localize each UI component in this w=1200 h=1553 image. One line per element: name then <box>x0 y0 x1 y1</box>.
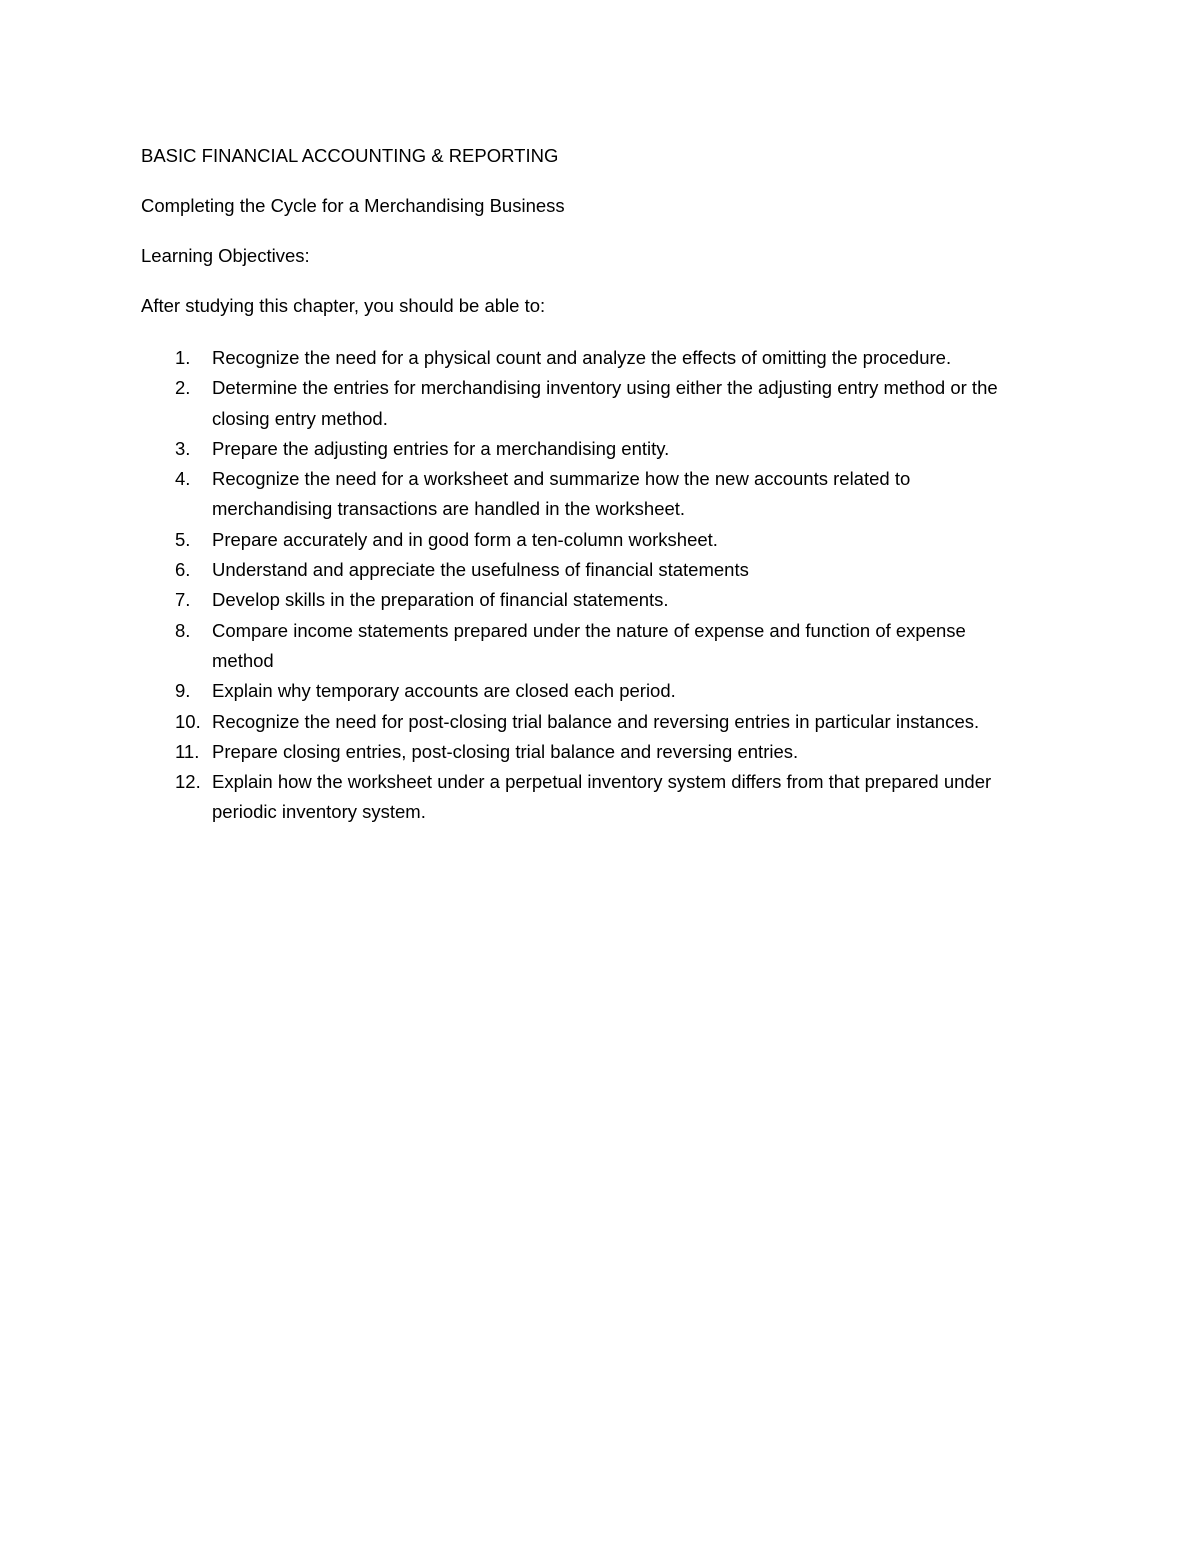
item-number: 10. <box>175 710 201 732</box>
item-text: Recognize the need for post-closing trial balance and reversing entries in particular instances. <box>212 710 980 732</box>
item-text: Develop skills in the preparation of financial statements. <box>212 589 669 611</box>
document-title: BASIC FINANCIAL ACCOUNTING & REPORTING <box>141 145 559 166</box>
list-item <box>141 616 1021 677</box>
item-text: Recognize the need for a worksheet and summarize how the new accounts related to merchandising transactions are handled in the worksheet. <box>212 468 911 520</box>
item-number: 7. <box>175 589 191 611</box>
item-number: 11. <box>175 740 200 762</box>
item-number: 5. <box>175 528 191 550</box>
list-item <box>141 525 1021 555</box>
item-text: Explain how the worksheet under a perpetual inventory system differs from that prepared under periodic inventory system. <box>212 771 992 823</box>
objectives-list <box>141 343 1021 828</box>
document-subtitle: Completing the Cycle for a Merchandising Business <box>141 195 565 216</box>
list-item <box>141 555 1021 585</box>
item-text: Explain why temporary accounts are closed each period. <box>212 680 676 702</box>
section-label: Learning Objectives: <box>141 245 310 266</box>
item-number: 12. <box>175 771 201 793</box>
list-item <box>141 585 1021 615</box>
item-text: Prepare accurately and in good form a ten-column worksheet. <box>212 528 718 550</box>
item-text: Prepare the adjusting entries for a merchandising entity. <box>212 437 670 459</box>
list-item <box>141 737 1021 767</box>
list-item <box>141 434 1021 464</box>
list-item <box>141 343 1021 373</box>
list-item <box>141 676 1021 706</box>
item-number: 9. <box>175 680 191 702</box>
item-number: 6. <box>175 559 191 581</box>
item-number: 1. <box>175 347 191 368</box>
item-number: 3. <box>175 437 191 459</box>
list-item <box>141 707 1021 737</box>
item-number: 4. <box>175 468 191 490</box>
item-number: 8. <box>175 619 191 641</box>
item-text: Recognize the need for a physical count and analyze the effects of omitting the procedure. <box>212 347 952 368</box>
item-text: Understand and appreciate the usefulness of financial statements <box>212 559 749 581</box>
list-item <box>141 767 1021 828</box>
intro-text: After studying this chapter, you should be able to: <box>141 295 546 316</box>
item-text: Determine the entries for merchandising inventory using either the adjusting entry method or the closing entry method. <box>212 377 998 429</box>
list-item <box>141 373 1021 434</box>
item-text: Compare income statements prepared under the nature of expense and function of expense method <box>212 619 966 671</box>
item-text: Prepare closing entries, post-closing trial balance and reversing entries. <box>212 740 799 762</box>
list-item <box>141 464 1021 525</box>
item-number: 2. <box>175 377 191 399</box>
